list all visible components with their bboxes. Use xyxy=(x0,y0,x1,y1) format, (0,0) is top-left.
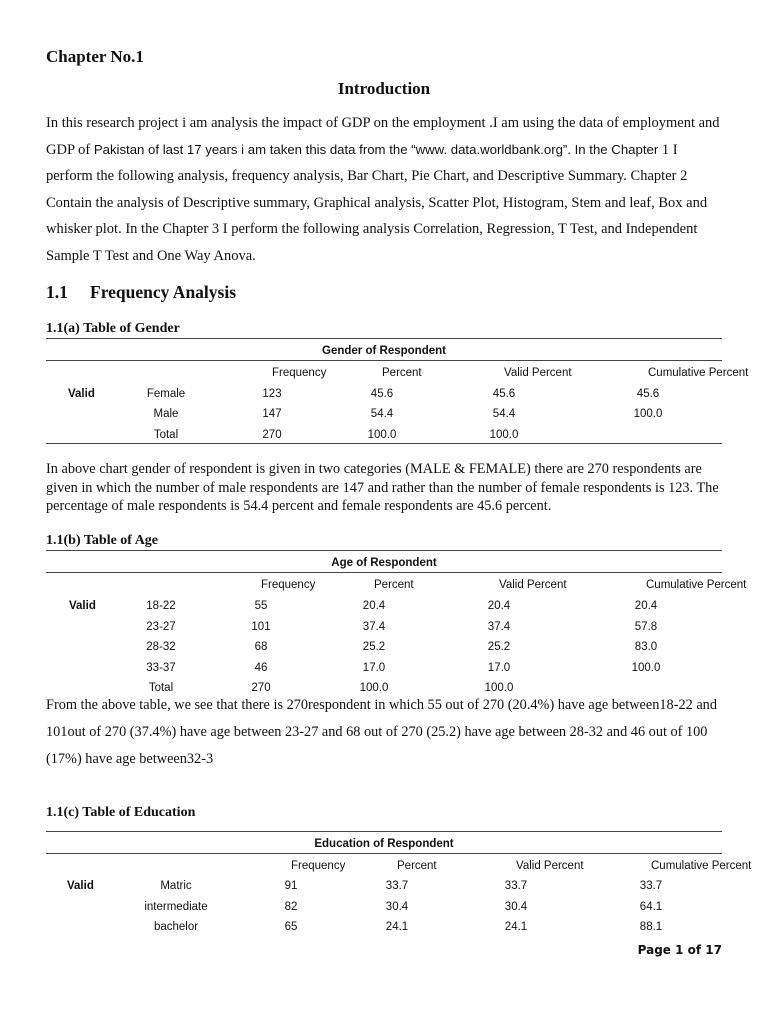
table-rule xyxy=(46,831,722,832)
gender-paragraph: In above chart gender of respondent is given in two categories (MALE & FEMALE) there are 270 respondents are given in which the number of male respondents are 147 and rather than the number of female respondents is 123. The percentage of male respondents is 54.4 percent and female respondents are 45.6 percent. xyxy=(46,461,719,514)
section-title: Frequency Analysis xyxy=(90,282,237,302)
age-table-heading: 1.1(b) Table of Age xyxy=(46,533,159,548)
valid-label: Valid xyxy=(68,388,95,400)
gender-table-title: Gender of Respondent xyxy=(322,345,446,357)
education-table-heading: 1.1(c) Table of Education xyxy=(46,805,196,820)
education-table: Education of Respondent Frequency Percent Valid Percent Cumulative Percent Valid Matric 91 33.7 33.7 33.7 intermediate 82 30.4 30.4 64.1 bachelor 65 24.1 24.1 88.1 xyxy=(46,838,722,938)
chapter-heading: Chapter No.1 xyxy=(46,47,144,66)
intro-text-part1: In this research project i am analysis the impact of GDP on the employment .I am using the data of employment and GDP of xyxy=(46,115,720,158)
gender-table: Gender of Respondent Frequency Percent Valid Percent Cumulative Percent Valid Female 123 45.6 45.6 45.6 Male 147 54.4 54.4 100.0 Total 270 100.0 100.0 xyxy=(46,345,722,445)
section-number: 1.1 xyxy=(46,282,68,302)
gender-table-heading: 1.1(a) Table of Gender xyxy=(46,321,180,336)
intro-text-part3: 1 I perform the following analysis, frequency analysis, Bar Chart, Pie Chart, and Descriptive Summary. Chapter 2 Contain the analysis of Descriptive summary, Graphical analysis, Scatter Plot, Histogram, Stem and leaf, Box and whisker plot. In the Chapter 3 I perform the following analysis Correlation, Regression, T Test, and Independent Sample T Test and One Way Anova. xyxy=(46,141,708,264)
table-rule xyxy=(46,550,722,551)
age-table-title: Age of Respondent xyxy=(331,557,437,569)
table-rule xyxy=(46,360,722,361)
table-rule xyxy=(46,572,722,573)
education-table-title: Education of Respondent xyxy=(314,838,454,850)
intro-title: Introduction xyxy=(337,79,431,98)
table-rule xyxy=(46,853,722,854)
section-heading xyxy=(46,282,236,303)
intro-text-part2: Pakistan of last 17 years i am taken this data from the “www. data.worldbank.org”. In the Chapter xyxy=(93,141,659,157)
valid-label: Valid xyxy=(67,880,94,892)
valid-label: Valid xyxy=(69,600,96,612)
intro-paragraph xyxy=(46,110,724,269)
table-rule xyxy=(46,338,722,339)
age-paragraph: From the above table, we see that there is 270respondent in which 55 out of 270 (20.4%) have age between18-22 and 101out of 270 (37.4%) have age between 23-27 and 68 out of 270 (25.2) have age between 28-32 and 46 out of 100 (17%) have age between32-3 xyxy=(46,697,717,767)
table-rule xyxy=(46,443,722,444)
page-number: Page 1 of 17 xyxy=(637,943,722,957)
age-table: Age of Respondent Frequency Percent Valid Percent Cumulative Percent Valid 18-22 55 20.4 20.4 20.4 23-27 101 37.4 37.4 57.8 28-32 68 25.2 25.2 83.0 33-37 46 17.0 17.0 100.0 Total 270 100.0 100.0 xyxy=(46,557,722,697)
